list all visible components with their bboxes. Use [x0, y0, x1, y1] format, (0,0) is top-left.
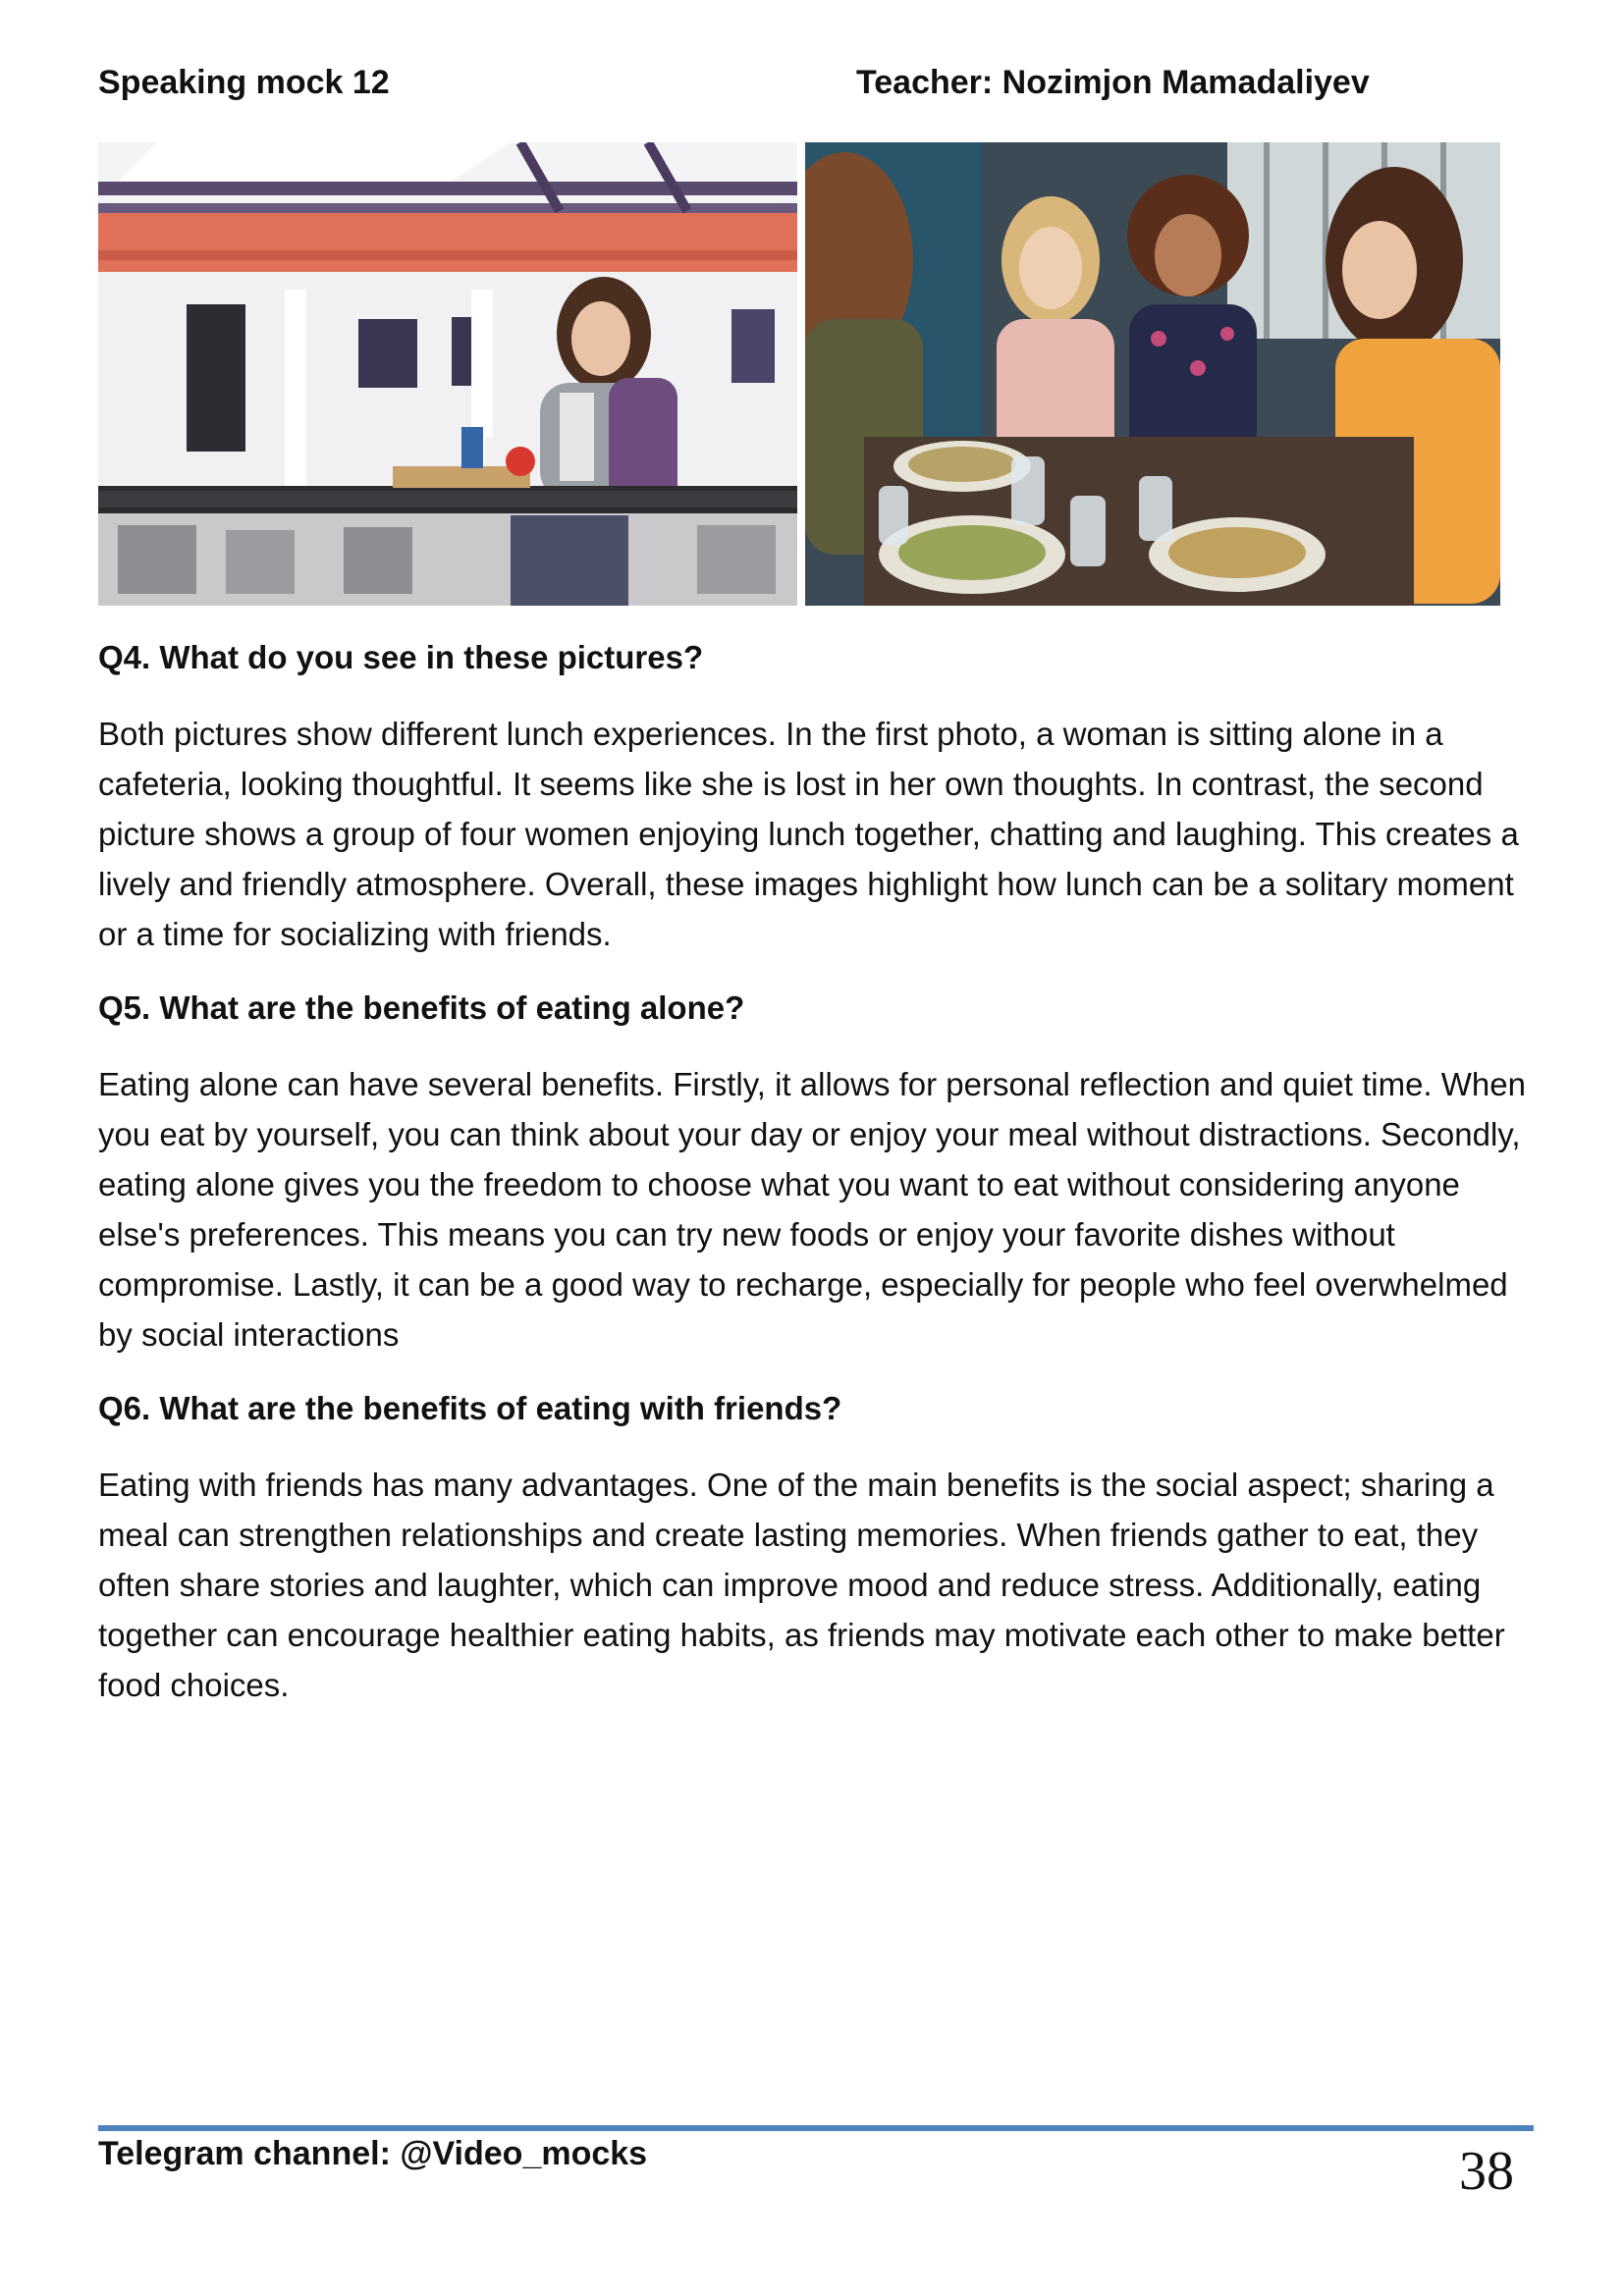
question-q6: Q6. What are the benefits of eating with friends? — [98, 1390, 842, 1426]
footer-divider — [98, 2125, 1534, 2131]
question-q5: Q5. What are the benefits of eating alone? — [98, 989, 745, 1026]
photo-eating-alone — [98, 142, 797, 606]
answer-q4: Both pictures show different lunch experiences. In the first photo, a woman is sitting alone in a cafeteria, looking thoughtful. It seems like she is lost in her own thoughts. In contrast, the second picture shows a group of four women enjoying lunch together, chatting and laughing. This creates a lively and friendly atmosphere. Overall, these images highlight how lunch can be a solitary moment or a time for socializing with friends. — [98, 716, 1519, 952]
qa-content — [98, 636, 1542, 1737]
footer-telegram-channel: Telegram channel: @Video_mocks — [98, 2135, 648, 2172]
page-number: 38 — [1459, 2141, 1514, 2202]
question-q4: Q4. What do you see in these pictures? — [98, 639, 704, 675]
answer-q5: Eating alone can have several benefits. Firstly, it allows for personal reflection and quiet time. When you eat by yourself, you can think about your day or enjoy your meal without distractions. Secondly, eating alone gives you the freedom to choose what you want to eat without considering anyone else's preferences. This means you can try new foods or enjoy your favorite dishes without compromise. Lastly, it can be a good way to recharge, especially for people who feel overwhelmed by social interactions — [98, 1066, 1526, 1353]
answer-q6: Eating with friends has many advantages. One of the main benefits is the social aspect; sharing a meal can strengthen relationships and create lasting memories. When friends gather to eat, they often share stories and laughter, which can improve mood and reduce stress. Additionally, eating together can encourage healthier eating habits, as friends may motivate each other to make better food choices. — [98, 1467, 1505, 1703]
photo-eating-with-friends — [805, 142, 1500, 606]
header-title: Speaking mock 12 — [98, 64, 390, 101]
header-teacher: Teacher: Nozimjon Mamadaliyev — [856, 64, 1370, 101]
